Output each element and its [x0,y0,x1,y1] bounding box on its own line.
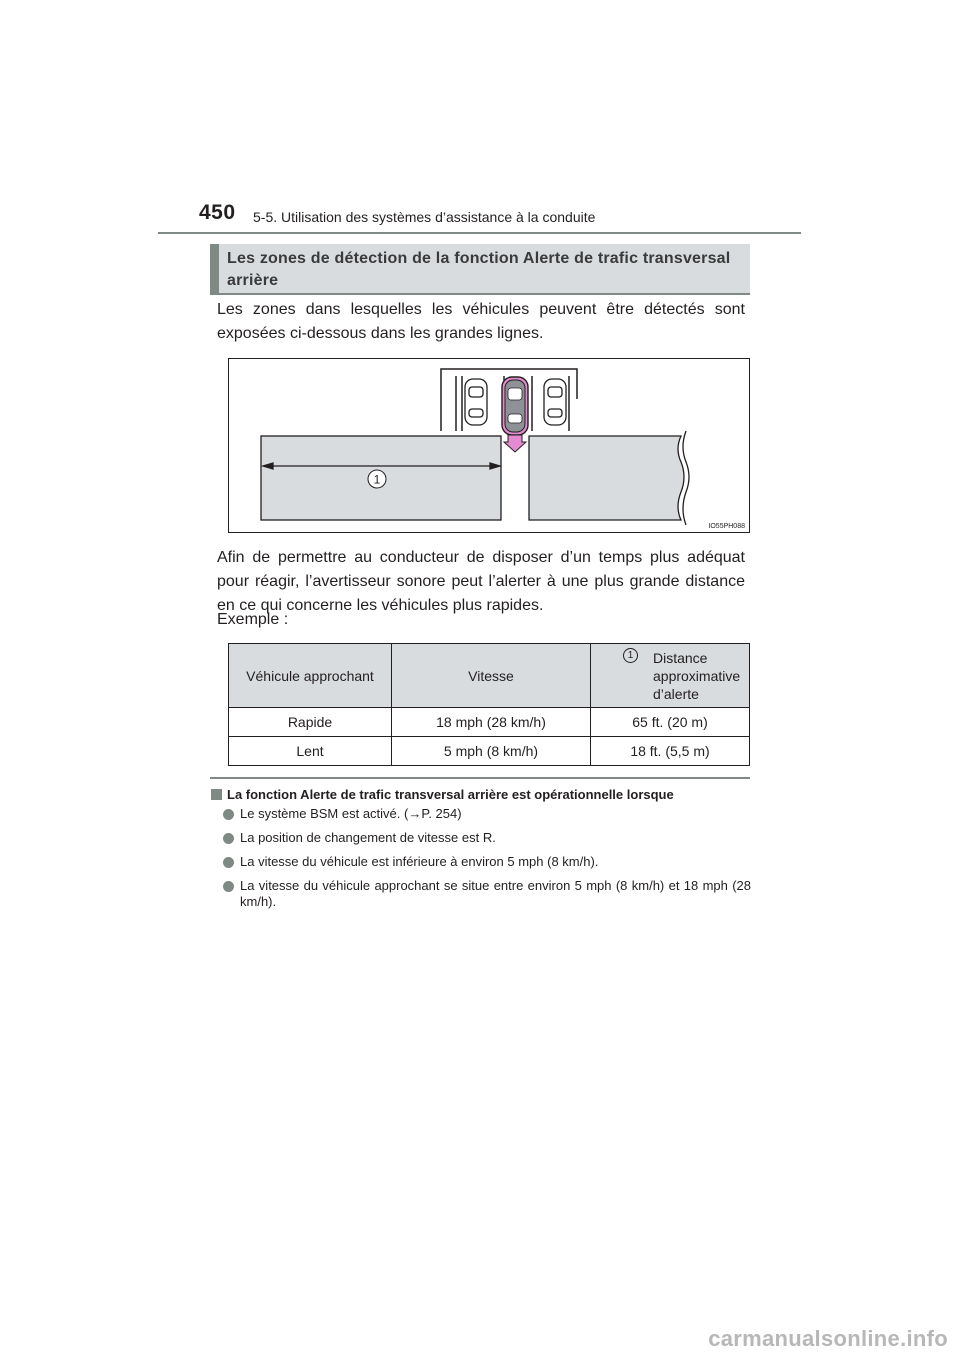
detection-zone-illustration [229,359,751,534]
notes-rule [210,777,750,779]
section-title-box [210,244,750,295]
parked-car-right-icon [544,379,566,425]
watermark: carmanualsonline.info [708,1326,948,1351]
section-title: Les zones de détection de la fonction Alerte de trafic transversal arrière [227,250,731,289]
bullet-dot-icon [223,833,234,844]
info-paragraph: Afin de permettre au conducteur de disposer d’un temps plus adéquat pour réagir, l’avertisseur sonore peut l’alerter à une plus grande distance en ce qui concerne les véhicules plus rapides. [217,549,745,614]
notes-heading-text: La fonction Alerte de trafic transversal arrière est opérationnelle lorsque [227,787,674,802]
alert-distance-table [228,643,750,766]
list-item [223,806,751,822]
list-item [223,830,751,846]
header-distance [591,644,750,708]
list-item [223,878,751,910]
cell-vehicle: Lent [229,737,392,766]
table-row [229,708,750,737]
bullet-dot-icon [223,857,234,868]
figure-callout-label: 1 [373,472,381,487]
chapter-title: 5-5. Utilisation des systèmes d’assistance à la conduite [253,209,596,225]
table-header-row [229,644,750,708]
intro-paragraph: Les zones dans lesquelles les véhicules peuvent être détectés sont exposées ci-dessous dans les grandes lignes. [217,301,745,342]
cell-speed: 5 mph (8 km/h) [392,737,591,766]
list-item [223,854,751,870]
header-vehicle: Véhicule approchant [229,644,392,708]
cell-vehicle: Rapide [229,708,392,737]
header-distance-label: Distance approximative d’alerte [653,649,741,702]
table-row [229,737,750,766]
reverse-arrow-icon [504,435,526,452]
cell-distance: 18 ft. (5,5 m) [591,737,750,766]
bullet-dot-icon [223,881,234,892]
conditions-list [223,806,751,918]
header-rule [158,232,801,234]
bullet-dot-icon [223,809,234,820]
example-label: Exemple : [217,611,289,628]
own-vehicle-icon [502,377,528,435]
list-item-text: La vitesse du véhicule est inférieure à environ 5 mph (8 km/h). [240,854,599,869]
square-bullet-icon [211,789,222,800]
detection-zone-right [529,436,684,520]
detection-zone-figure [228,358,750,533]
list-item-text: La position de changement de vitesse est R. [240,830,496,845]
notes-heading [211,787,751,803]
cell-distance: 65 ft. (20 m) [591,708,750,737]
cell-speed: 18 mph (28 km/h) [392,708,591,737]
figure-code: IO55PH088 [708,523,745,530]
list-item-text: Le système BSM est activé. (→P. 254) [240,806,462,821]
page-number: 450 [199,201,236,224]
list-item-text: La vitesse du véhicule approchant se situe entre environ 5 mph (8 km/h) et 18 mph (28 km/h). [240,878,751,909]
parked-car-left-icon [465,379,487,425]
table-callout-badge: 1 [623,648,638,663]
header-speed: Vitesse [392,644,591,708]
